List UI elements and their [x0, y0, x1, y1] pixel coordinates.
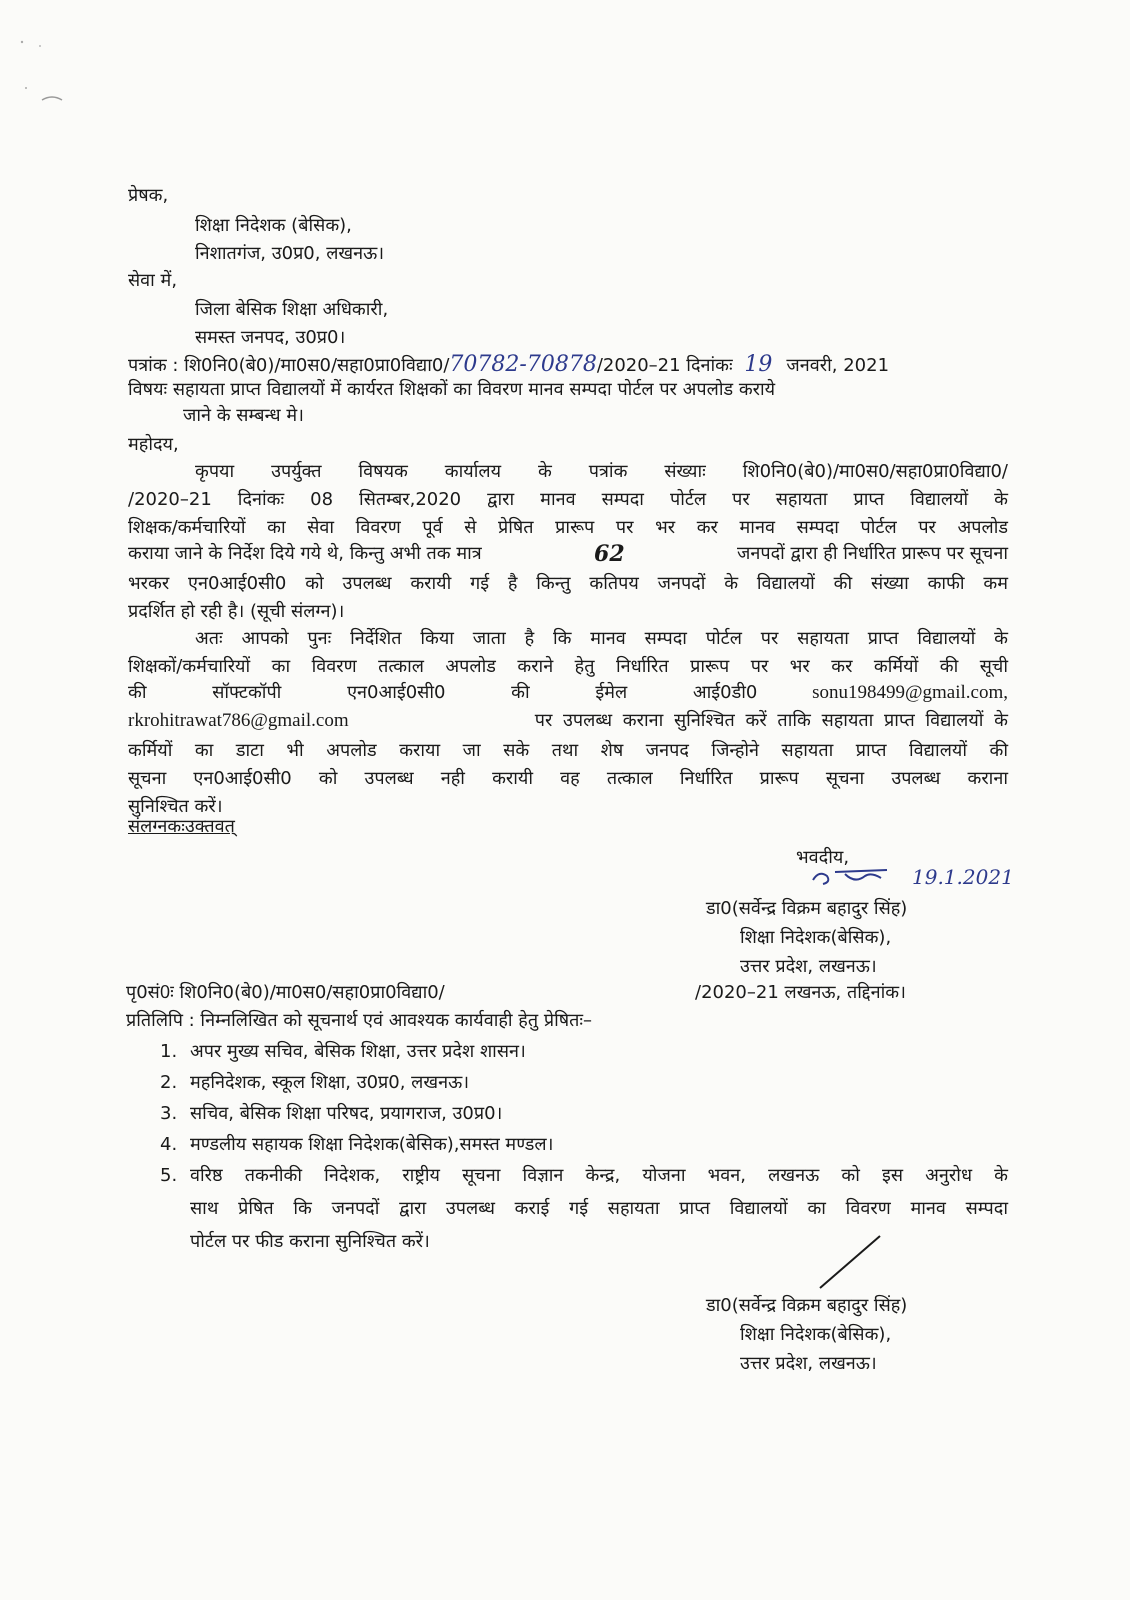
recipient-line1: जिला बेसिक शिक्षा अधिकारी,: [195, 299, 389, 320]
signature-2-icon: [810, 1232, 890, 1292]
para2-line1: अतः आपको पुनः निर्देशित किया जाता है कि मानव सम्पदा पोर्टल पर सहायता प्राप्त विद्यालयों के: [195, 628, 1008, 649]
signature-1-icon: [805, 862, 895, 892]
email-1[interactable]: sonu198499@gmail.com,: [812, 682, 1008, 703]
para2-line3a: की सॉफ्टकॉपी एन0आई0सी0 की ईमेल आई0डी0: [128, 682, 758, 703]
para2-line2: शिक्षकों/कर्मचारियों का विवरण तत्काल अपलोड कराने हेतु निर्धारित प्रारूप पर भर कर कर्मियों की सूची: [128, 656, 1008, 677]
para1-line2: /2020–21 दिनांकः 08 सितम्बर,2020 द्वारा मानव सम्पदा पोर्टल पर सहायता प्राप्त विद्यालयों के: [128, 489, 1008, 510]
signature2-designation: शिक्षा निदेशक(बेसिक),: [740, 1324, 892, 1345]
para2-line5: कर्मियों का डाटा भी अपलोड कराया जा सके तथा शेष जनपद जिन्होने सहायता प्राप्त विद्यालयों की: [128, 740, 1008, 761]
ref-prefix: पत्रांक : शि0नि0(बे0)/मा0स0/सहा0प्रा0विद्या0/: [128, 355, 450, 376]
enclosure-note: संलग्नकःउक्तवत्: [128, 816, 235, 837]
scan-specks: [10, 30, 80, 110]
para1-handwritten-count: 62: [594, 541, 625, 567]
copy-intro: प्रतिलिपि : निम्नलिखित को सूचनार्थ एवं आवश्यक कार्यवाही हेतु प्रेषितः–: [126, 1010, 593, 1031]
salutation: महोदय,: [128, 434, 179, 455]
copy-item-4: मण्डलीय सहायक शिक्षा निदेशक(बेसिक),समस्त मण्डल।: [190, 1134, 554, 1155]
subject-line1: विषयः सहायता प्राप्त विद्यालयों में कार्यरत शिक्षकों का विवरण मानव सम्पदा पोर्टल पर अपलोड कराये: [128, 379, 776, 400]
email-2[interactable]: rkrohitrawat786@gmail.com: [128, 710, 349, 731]
ref-month-year: जनवरी, 2021: [786, 355, 890, 376]
para2-line7: सुनिश्चित करें।: [128, 796, 223, 817]
sender-label: प्रेषक,: [128, 185, 169, 206]
ref-suffix: /2020–21 दिनांकः: [596, 355, 733, 376]
signature-date: 19.1.2021: [912, 865, 1014, 889]
para2-line4: [128, 708, 1008, 734]
para1-line3: शिक्षक/कर्मचारियों का सेवा विवरण पूर्व से प्रेषित प्रारूप पर भर कर मानव सम्पदा पोर्टल पर अपलोड: [128, 517, 1008, 538]
subject-line2: जाने के सम्बन्ध मे।: [183, 405, 304, 426]
recipient-label: सेवा में,: [128, 270, 178, 291]
copy-ref-left: पृ0सं0ः शि0नि0(बे0)/मा0स0/सहा0प्रा0विद्या0/: [126, 982, 445, 1003]
copy-item-3-num: 3.: [160, 1103, 178, 1124]
copy-item-1-num: 1.: [160, 1041, 178, 1062]
para2-line6: सूचना एन0आई0सी0 को उपलब्ध नही करायी वह तत्काल निर्धारित प्रारूप सूचना उपलब्ध कराना: [128, 768, 1008, 789]
reference-line: [128, 352, 889, 379]
copy-item-5-line3: पोर्टल पर फीड कराना सुनिश्चित करें।: [190, 1231, 430, 1252]
ref-handwritten-number: 70782-70878: [449, 352, 597, 377]
para1-line4: [128, 541, 1008, 567]
signature1-name: डा0(सर्वेन्द्र विक्रम बहादुर सिंह): [706, 898, 908, 919]
signature1-place: उत्तर प्रदेश, लखनऊ।: [740, 956, 877, 977]
copy-item-5-line2: साथ प्रेषित कि जनपदों द्वारा उपलब्ध कराई गई सहायता प्राप्त विद्यालयों का विवरण मानव सम्पदा: [190, 1198, 1008, 1219]
para1-line6: प्रदर्शित हो रही है। (सूची संलग्न)।: [128, 601, 345, 622]
para1-line4a: कराया जाने के निर्देश दिये गये थे, किन्तु अभी तक मात्र: [128, 543, 482, 564]
para1-line5: भरकर एन0आई0सी0 को उपलब्ध करायी गई है किन्तु कतिपय जनपदों के विद्यालयों की संख्या काफी कम: [128, 573, 1008, 594]
para2-line4b: पर उपलब्ध कराना सुनिश्चित करें ताकि सहायता प्राप्त विद्यालयों के: [534, 710, 1008, 731]
signature1-designation: शिक्षा निदेशक(बेसिक),: [740, 927, 892, 948]
ref-handwritten-day: 19: [744, 352, 773, 377]
sender-line1: शिक्षा निदेशक (बेसिक),: [195, 215, 352, 236]
para2-line3: [128, 680, 1008, 706]
copy-item-1: अपर मुख्य सचिव, बेसिक शिक्षा, उत्तर प्रदेश शासन।: [190, 1041, 526, 1062]
copy-item-5-num: 5.: [160, 1165, 178, 1186]
copy-ref-right: /2020–21 लखनऊ, तद्दिनांक।: [695, 982, 906, 1003]
signature2-place: उत्तर प्रदेश, लखनऊ।: [740, 1353, 877, 1374]
copy-item-2: महनिदेशक, स्कूल शिक्षा, उ0प्र0, लखनऊ।: [190, 1072, 470, 1093]
para1-line1: कृपया उपर्युक्त विषयक कार्यालय के पत्रांक संख्याः शि0नि0(बे0)/मा0स0/सहा0प्रा0विद्या0/: [195, 461, 1008, 482]
recipient-line2: समस्त जनपद, उ0प्र0।: [195, 327, 346, 348]
copy-item-3: सचिव, बेसिक शिक्षा परिषद, प्रयागराज, उ0प्र0।: [190, 1103, 503, 1124]
copy-item-4-num: 4.: [160, 1134, 178, 1155]
para1-line4b: जनपदों द्वारा ही निर्धारित प्रारूप पर सूचना: [737, 543, 1008, 564]
copy-item-5-line1: वरिष्ठ तकनीकी निदेशक, राष्ट्रीय सूचना विज्ञान केन्द्र, योजना भवन, लखनऊ को इस अनुरोध के: [190, 1165, 1008, 1186]
closing: भवदीय,: [796, 847, 850, 868]
signature2-name: डा0(सर्वेन्द्र विक्रम बहादुर सिंह): [706, 1295, 908, 1316]
sender-line2: निशातगंज, उ0प्र0, लखनऊ।: [195, 243, 385, 264]
copy-item-2-num: 2.: [160, 1072, 178, 1093]
